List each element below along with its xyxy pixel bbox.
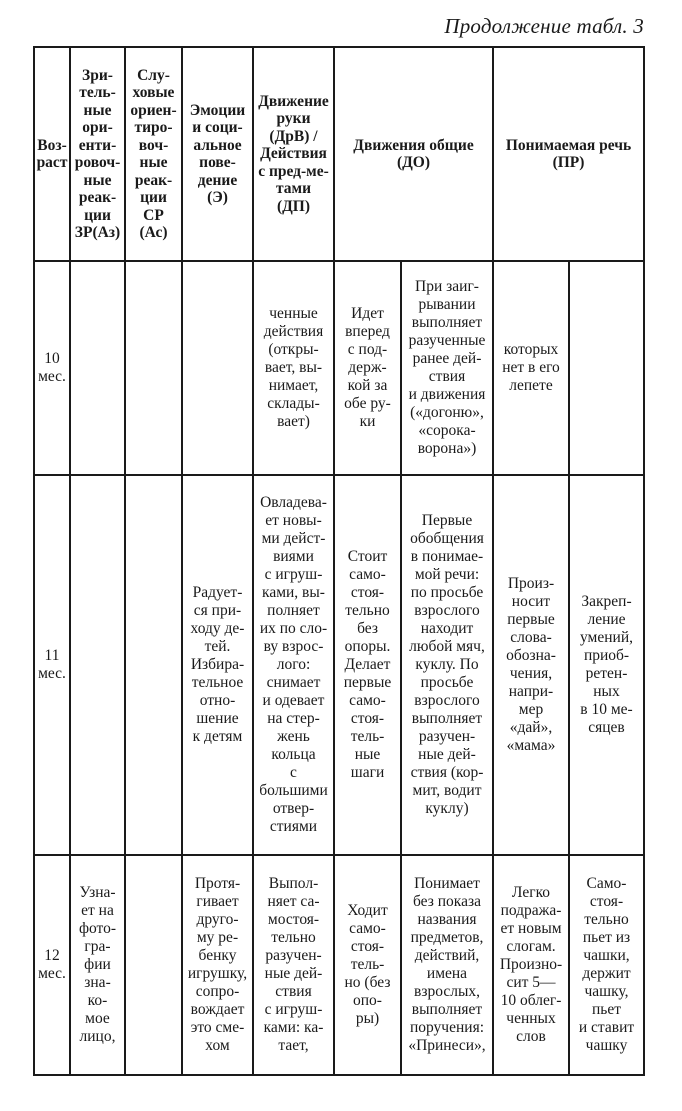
table-caption: Продолжение табл. 3 [444,14,644,38]
cell-speech-a: Произ- носит первые слова- обозна- чения, напри- мер «дай», «мама» [493,475,569,855]
cell-emotions: Радует- ся при- ходу де- тей. Избира- тельное отно- шение к детям [182,475,253,855]
cell-auditory [125,855,182,1075]
cell-auditory [125,475,182,855]
cell-hand: Выпол- няет са- мостоя- тельно разучен- ные дей- ствия с игруш- ками: ка- тает, [253,855,334,1075]
cell-auditory [125,261,182,475]
cell-visual [70,475,125,855]
header-general-movements: Движения общие (ДО) [334,47,493,261]
header-age: Воз- раст [34,47,70,261]
cell-speech-a: Легко подража- ет новым слогам. Произно- сит 5— 10 облег- ченных слов [493,855,569,1075]
cell-hand: ченные действия (откры- вает, вы- нимает, склады- вает) [253,261,334,475]
header-understood-speech: Понимаемая речь (ПР) [493,47,644,261]
development-table [33,46,645,1076]
table-row [34,261,644,475]
row-age: 10 мес. [34,261,70,475]
header-visual-reactions: Зри- тель- ные ори- енти- ровоч- ные реак- ции ЗР(Аз) [70,47,125,261]
header-auditory-reactions: Слу- ховые ориен- тиро- воч- ные реак- ции СР (Ас) [125,47,182,261]
cell-speech-b: Само- стоя- тельно пьет из чашки, держит чашку, пьет и ставит чашку [569,855,644,1075]
header-emotions: Эмоции и соци- альное пове- дение (Э) [182,47,253,261]
cell-general-b: Понимает без показа названия предметов, действий, имена взрослых, выполняет поручения: «Принеси», [401,855,493,1075]
table-row [34,855,644,1075]
cell-emotions [182,261,253,475]
header-row [34,47,644,261]
row-age: 12 мес. [34,855,70,1075]
cell-speech-a: которых нет в его лепете [493,261,569,475]
table-row [34,475,644,855]
cell-speech-b: Закреп- ление умений, приоб- ретен- ных в 10 ме- сяцев [569,475,644,855]
cell-hand: Овладева- ет новы- ми дейст- виями с игруш- ками, вы- полняет их по сло- ву взрос- лого: снимает и одевает на стер- жень кольца с большими отвер- стиями [253,475,334,855]
row-age: 11 мес. [34,475,70,855]
cell-general-a: Ходит само- стоя- тель- но (без опо- ры) [334,855,401,1075]
cell-visual: Узна- ет на фото- гра- фии зна- ко- мое лицо, [70,855,125,1075]
cell-general-a: Идет вперед с под- держ- кой за обе ру- ки [334,261,401,475]
header-hand-movements: Движение руки (ДрВ) / Действия с пред-ме- тами (ДП) [253,47,334,261]
cell-general-b: При заиг- рывании выполняет разученные ранее дей- ствия и движения («догоню», «сорока- ворона») [401,261,493,475]
cell-general-a: Стоит само- стоя- тельно без опоры. Делает первые само- стоя- тель- ные шаги [334,475,401,855]
cell-speech-b [569,261,644,475]
cell-emotions: Протя- гивает друго- му ре- бенку игрушку, сопро- вождает это сме- хом [182,855,253,1075]
cell-visual [70,261,125,475]
cell-general-b: Первые обобщения в понимае- мой речи: по просьбе взрослого находит любой мяч, куклу. По просьбе взрослого выполняет разучен- ные дей- ствия (кор- мит, водит куклу) [401,475,493,855]
